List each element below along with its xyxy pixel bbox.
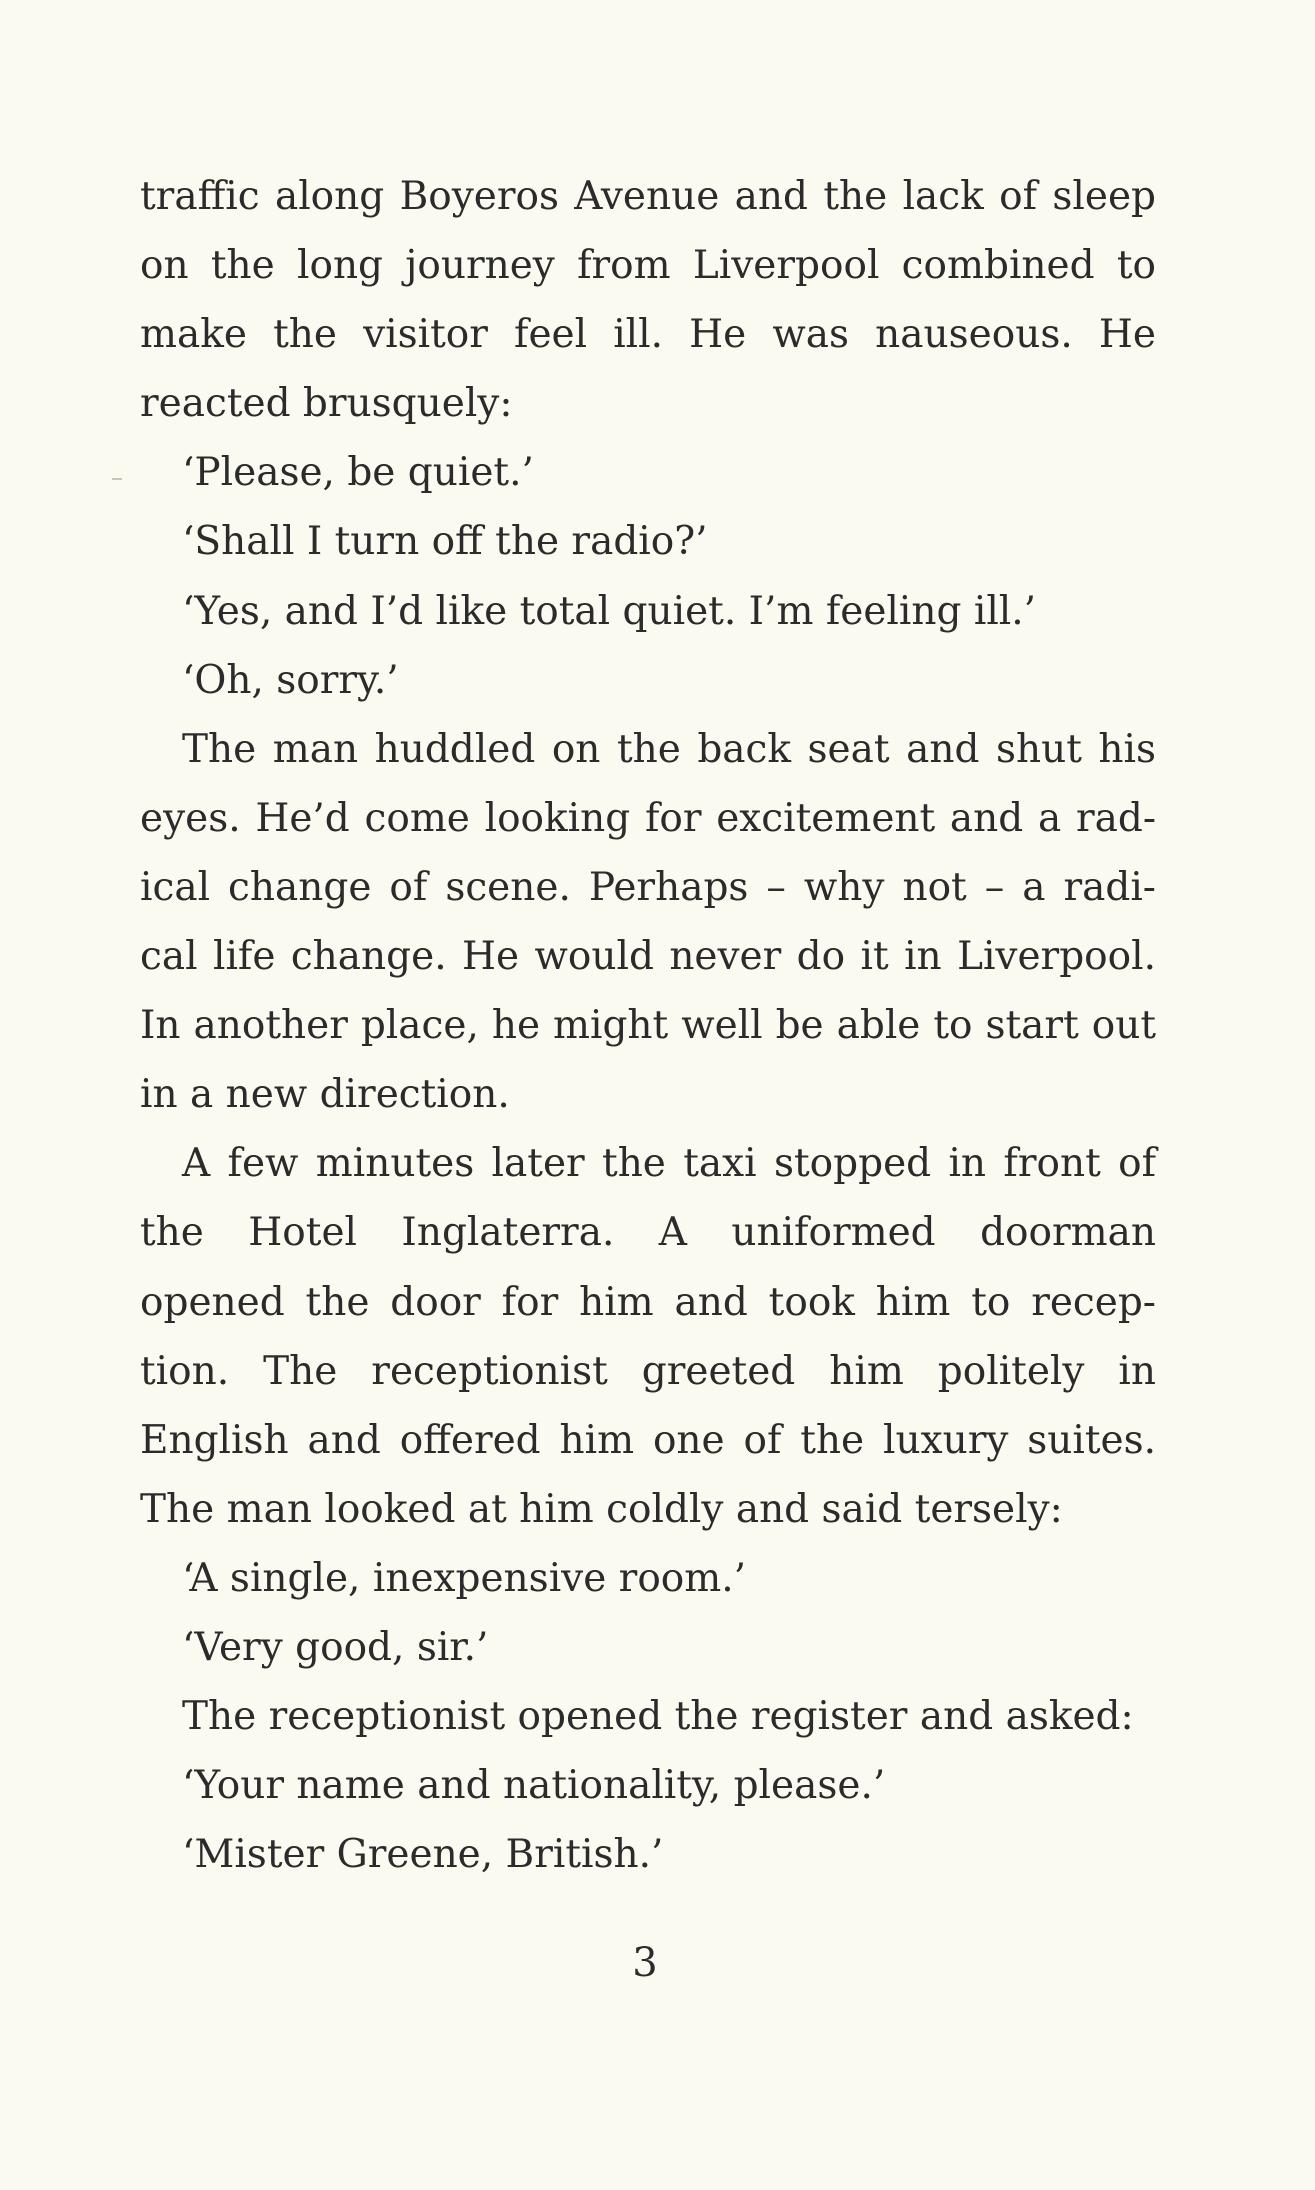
- text-line: ‘Shall I turn off the radio?’: [182, 519, 708, 565]
- text-line: English and offered him one of the luxury suites.: [140, 1417, 1156, 1463]
- text-line: A few minutes later the taxi stopped in front of: [182, 1141, 1156, 1187]
- text-line: ‘Oh, sorry.’: [182, 657, 399, 703]
- text-line: the Hotel Inglaterra. A uniformed doorman: [140, 1210, 1156, 1256]
- text-line: opened the door for him and took him to recep-: [140, 1279, 1156, 1325]
- text-line: traffic along Boyeros Avenue and the lack of sleep: [140, 174, 1156, 219]
- margin-mark: [112, 478, 122, 480]
- body-text: [140, 162, 1156, 1889]
- text-line: ical change of scene. Perhaps – why not – a radi-: [140, 864, 1156, 910]
- text-line: cal life change. He would never do it in Liverpool.: [140, 934, 1156, 980]
- text-line: The receptionist opened the register and asked:: [182, 1694, 1134, 1740]
- text-line: reacted brusquely:: [140, 381, 513, 427]
- text-line: in a new direction.: [140, 1072, 510, 1118]
- text-line: ‘Please, be quiet.’: [182, 450, 534, 496]
- text-line: The man looked at him coldly and said tersely:: [140, 1486, 1063, 1532]
- text-line: ‘Mister Greene, British.’: [182, 1832, 664, 1878]
- text-line: ‘Very good, sir.’: [182, 1624, 489, 1670]
- text-line: make the visitor feel ill. He was nauseous. He: [140, 312, 1156, 358]
- text-line: The man huddled on the back seat and shut his: [182, 726, 1156, 772]
- text-line: on the long journey from Liverpool combined to: [140, 243, 1156, 289]
- text-line: eyes. He’d come looking for excitement and a rad-: [140, 795, 1156, 841]
- text-line: ‘A single, inexpensive room.’: [182, 1555, 747, 1601]
- text-line: ‘Yes, and I’d like total quiet. I’m feeling ill.’: [182, 588, 1037, 634]
- page-number: 3: [632, 1940, 658, 1986]
- text-line: In another place, he might well be able to start out: [140, 1003, 1156, 1049]
- text-line: tion. The receptionist greeted him politely in: [140, 1348, 1156, 1394]
- text-line: ‘Your name and nationality, please.’: [182, 1763, 886, 1809]
